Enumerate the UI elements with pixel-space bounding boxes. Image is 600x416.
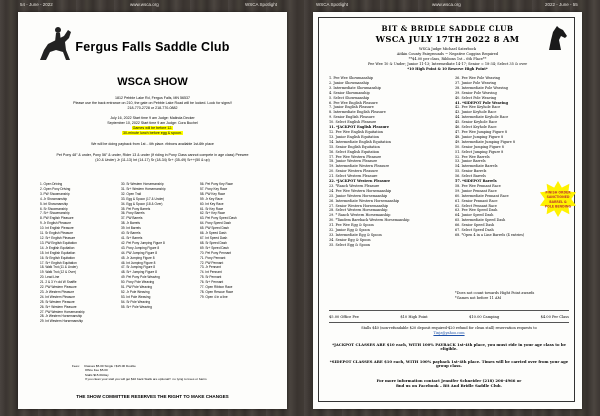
class-item: 32. Open Trail	[121, 191, 142, 196]
class-item: 50. Pony Pole Weaving	[121, 280, 155, 285]
class-item: 45. Senior Keyhole Race	[455, 120, 498, 125]
club-title: Fergus Falls Saddle Club	[75, 40, 230, 54]
sidepot-rules: *SIDEPOT CLASSES ARE $10 each, WITH 100% payback 1st-4th place. Times will be carried over from your age group class.	[329, 359, 569, 369]
divider	[329, 322, 569, 323]
class-item: 21. 2 & 3 Yr old W Snaffle	[40, 280, 77, 285]
class-item: 45. Jr Jumping Figure 8	[121, 255, 155, 260]
class-item: 3. PW Showmanship	[40, 191, 70, 196]
class-item: 25. Sr Western Pleasure	[40, 299, 75, 304]
class-item: 29. Int Western Horsemanship	[40, 319, 83, 324]
class-item: 12. Sr+ English Pleasure	[40, 235, 76, 240]
class-item: 36. Pony Barrels	[121, 211, 145, 216]
class-item: 51. PW Pole Weaving	[121, 285, 152, 290]
class-list-col-2	[455, 76, 524, 238]
class-item: 12. Pee Wee English Equitation	[329, 129, 383, 134]
class-item: 56. Select Barrels	[455, 174, 486, 179]
games-time-note: *Games not before 11 AM	[455, 296, 502, 300]
payback-note: **$4.00 per class, Ribbons 1st – 6th Place**	[408, 57, 487, 61]
badge-text: SANCTIONED	[546, 195, 570, 200]
class-item: 55. Sr+ Pole Weaving	[121, 304, 152, 309]
class-item: 39. Senior Pole Weaving	[455, 90, 497, 95]
class-item: 28. Select Western Horsemanship	[329, 208, 388, 213]
class-item: 10. Int English Pleasure	[40, 226, 74, 231]
bit-bridle-flyer	[313, 12, 582, 409]
class-item: 53. Junior Barrels	[455, 159, 486, 164]
class-item: 51. Select Jumping Figure 8	[455, 149, 504, 154]
sanctioned-starburst-badge	[539, 180, 577, 218]
badge-text: FINISH ORDER	[545, 190, 571, 195]
class-item: 68. *Open 4 in a Line Barrels (4 entries)	[455, 233, 525, 237]
fee-line: Stalls $15.00/day	[72, 372, 109, 377]
class-item: 77. Open Ribbon Race	[200, 285, 233, 290]
class-item: 13. PW English Equitation	[40, 240, 77, 245]
class-item: 35. Pet Pony Barrels	[121, 206, 151, 211]
show-date-1: July 16, 2022 Start time 9 am Judge: Malinda Decker	[110, 116, 195, 120]
class-item: 49. Intermediate Jumping Figure 8	[455, 139, 516, 144]
class-item: 52. Jr Pole Weaving	[121, 289, 150, 294]
class-item: 19. Walk Trot (12 & Over)	[40, 270, 77, 275]
class-item: 72. PW Pennant	[200, 260, 224, 265]
ribbons-note: We will be doing payback from 1st - 4th place. ribbons available 1st-6th place	[91, 142, 214, 146]
class-item: 31. Sr+ Western Horsemanship	[121, 186, 166, 191]
class-item: 42. Pet Pony Jumping Figure 8	[121, 240, 165, 245]
class-item: 71. Pony Pennant	[200, 255, 226, 260]
class-item: 48. Junior Jumping Figure 8	[455, 134, 504, 139]
class-item: 67. Select Speed Dash	[455, 228, 494, 233]
stalls-note: Stalls $40 (non-refundable $20 deposit required-$20 refund for clean stall) reservation requests to	[361, 326, 537, 330]
class-item: 2. Junior Showmanship	[329, 80, 369, 85]
class-item: 62. Sr+ Key Race	[200, 211, 226, 216]
class-item: 54. Sr Pole Weaving	[121, 299, 150, 304]
class-item: 6. Sr Showmanship	[40, 206, 68, 211]
class-item: 44. Intermediate Keyhole Race	[455, 115, 509, 120]
class-item: 17. Pee Wee Western Pleasure	[329, 154, 382, 159]
class-item: 73. Jr Pennant	[200, 265, 221, 270]
class-item: 55. Senior Barrels	[455, 169, 487, 174]
class-item: 5. Int Showmanship	[40, 201, 68, 206]
class-item: 65. PW Speed Dash	[200, 226, 229, 231]
fergus-falls-flyer	[18, 12, 287, 409]
fee-line: If you clean your stall you will get $10 back Stalls are optional!! no tying to trees or barns	[72, 377, 207, 382]
left-page-number: 54 - June - 2022	[20, 2, 53, 7]
class-list-col-2	[121, 182, 166, 310]
age-rules-1: Pet Pony 48" & under, Pony 56" & under, Rider 13 & under (If riding in Pony Class cannot compete in age class) Peewee	[56, 153, 249, 157]
jackpot-rules: *JACKPOT CLASSES ARE $10 each, WITH 100% PAYBACK 1st-4th place, you must ride in your age class to be eligible.	[332, 342, 566, 352]
lunch-note: 30-minute lunch before egg & spoon.	[123, 131, 182, 135]
class-item: 56. Pet Pony Key Race	[200, 182, 233, 186]
class-item: 22. *JACKPOT Western Pleasure	[329, 179, 391, 184]
class-item: 23. *Ranch Western Pleasure	[329, 183, 380, 188]
class-item: 25. Junior Western Horsemanship	[329, 193, 388, 198]
right-mag-name: WSCA Spotlight	[316, 2, 349, 7]
fees-row	[329, 315, 569, 319]
class-item: 18. Junior Western Pleasure	[329, 159, 378, 164]
badge-text: POLE BENDING	[544, 204, 572, 209]
high-point-disclaimer: *Does not count towards Hight Point awards	[455, 291, 535, 295]
class-item: 57. Pony Key Race	[200, 186, 228, 191]
left-mag-name: WSCA Spotlight	[245, 2, 278, 7]
class-item: 66. Senior Speed Dash	[455, 223, 495, 228]
class-item: 67. Int Speed Dash	[200, 235, 228, 240]
class-item: 2. Open Pony Driving	[40, 186, 71, 191]
fees-block	[72, 364, 207, 382]
class-item: 41. Sr+ Barrels	[121, 235, 143, 240]
class-item: 58. Pee Wee Pennant Race	[455, 183, 501, 188]
class-item: 10. Select English Pleasure	[329, 120, 377, 125]
grounds: Aitkin County Fairgrounds ~ Negative Coggins Required	[396, 52, 499, 56]
class-item: 78. Open Rescue Race	[200, 289, 234, 294]
class-item: 52. Pee Wee Barrels	[455, 154, 490, 159]
badge-text: BARREL &	[549, 199, 567, 204]
class-item: 14. Jr English Equitation	[40, 245, 75, 250]
class-item: 24. Int Western Pleasure	[40, 294, 76, 299]
class-item: 3. Intermediate Showmanship	[329, 85, 381, 90]
class-item: 38. Intermediate Pole Weaving	[455, 85, 508, 90]
class-item: 35. Select Egg & Spoon	[329, 242, 370, 247]
class-item: 41. *SIDEPOT Pole Weaving	[455, 100, 508, 105]
magazine-header	[0, 0, 600, 10]
class-item: 61. Sr Key Race	[200, 206, 224, 211]
class-item: 33. Egg & Spoon (17 & Under)	[121, 196, 165, 201]
office-fee: $5.00 Office Fee	[329, 315, 359, 319]
class-item: 8. PW English Pleasure	[40, 216, 74, 221]
class-item: 49. Pet Pony Pole Weaving	[121, 275, 160, 280]
contact-line-1: For more information contact Jennifer Schneider (218) 206-4966 or	[376, 378, 522, 383]
class-item: 43. Pony Jumping Figure 8	[121, 245, 160, 250]
class-item: 60. Intermediate Pennant Race	[455, 193, 509, 198]
class-item: 18. Walk Trot (11 & Under)	[40, 265, 78, 270]
show-date-2: September 10, 2022 Start time 9 am Judge: Cora Buchel	[107, 121, 198, 125]
class-item: 68. Sr Speed Dash	[200, 240, 227, 245]
camping-fee: $10.00 Camping	[469, 315, 500, 319]
right-page-number: 2022 - June - 55	[545, 2, 578, 7]
class-item: 17. Sr+ English Equitation	[40, 260, 77, 265]
class-item: 53. Int Pole Weaving	[121, 294, 151, 299]
games-note: Games will be before 12.	[132, 126, 173, 130]
class-item: 50. Senior Jumping Figure 8	[455, 144, 504, 149]
class-item: 7. Junior English Pleasure	[329, 105, 374, 110]
class-item: 47. Sr Jumping Figure 8	[121, 265, 156, 270]
class-list-col-1	[329, 76, 409, 248]
class-item: 19. Intermediate Western Pleasure	[329, 164, 390, 169]
class-item: 64. Junior Speed Dash	[455, 213, 494, 218]
class-item: 16. Sr English Equitation	[40, 255, 75, 260]
class-item: 75. Sr Pennant	[200, 275, 222, 280]
class-item: 48. Sr+ Jumping Figure 8	[121, 270, 157, 275]
class-item: 62. Select Pennant Race	[455, 203, 497, 208]
right-site: www.wsca.org	[432, 2, 461, 7]
club-title: BIT & BRIDLE SADDLE CLUB	[381, 24, 514, 33]
fee-line: Office Fee $5.00	[72, 368, 108, 373]
class-item: 11. Sr English Pleasure	[40, 231, 74, 236]
class-item: 36. Pee Wee Pole Weaving	[455, 76, 500, 80]
class-item: 65. Intermediate Speed Dash	[455, 218, 506, 223]
class-item: 40. Sr Barrels	[121, 231, 141, 236]
class-item: 57. *SIDEPOT Barrels	[455, 179, 497, 184]
class-item: 21. Select Western Pleasure	[329, 174, 378, 179]
class-item: 15. Int English Equitation	[40, 250, 76, 255]
class-item: 28. Jr Western Horsemanship	[40, 314, 83, 319]
class-item: 32. Junior Egg & Spoon	[329, 228, 370, 233]
class-item: 4. Jr Showmanship	[40, 196, 68, 201]
address: 1812 Pebble Lake Rd, Fergus Falls, MN 56537	[115, 96, 190, 100]
contact-line-2: find us on Facebook – Bit And Bridle Saddle Club.	[396, 383, 502, 388]
high-point-note: *10 High Point & 10 Reserve High Point*	[407, 67, 488, 71]
class-item: 54. Intermediate Barrels	[455, 164, 498, 169]
show-title: WSCA JULY 17TH 2022 8 AM	[375, 34, 520, 44]
class-fee: $4.00 Per Class	[540, 315, 569, 319]
left-site: www.wsca.org	[130, 2, 159, 7]
class-item: 66. Jr Speed Dash	[200, 231, 227, 236]
class-item: 34. Egg & Spoon (18 & Over)	[121, 201, 163, 206]
age-rules-2: (10 & Under) Jr (11-13) Int (14-17) Sr (18-34) Sr+ (35-49) Sr++(50 & up)	[95, 158, 210, 162]
class-item: 13. Junior English Equitation	[329, 134, 379, 139]
class-item: 58. PW Key Race	[200, 191, 226, 196]
class-item: 42. Pee Wee Keyhole Race	[455, 105, 501, 110]
class-item: 47. Pee Wee Jumping Figure 8	[455, 129, 508, 134]
class-item: 15. Senior English Equitation	[329, 144, 380, 149]
class-item: 37. PW Barrels	[121, 216, 143, 221]
class-list-col-3	[200, 182, 237, 300]
class-item: 43. Junior Keyhole Race	[455, 110, 497, 115]
class-item: 27. Senior Western Horsemanship	[329, 203, 388, 208]
class-item: 33. Intermediate Egg & Spoon	[329, 233, 382, 237]
class-item: 59. Junior Pennant Race	[455, 188, 497, 193]
class-item: 61. Senior Pennant Race	[455, 198, 498, 203]
class-item: 26. Intermediate Western Horsemanship	[329, 198, 400, 203]
class-item: 5. Select Showmanship	[329, 95, 370, 100]
class-item: 11. *JACKPOT English Pleasure	[329, 125, 389, 130]
age-rules: Pee Wee 10 & Under; Junior 11-13; Intermediate 14-17; Senior = 18-34; Select 35 & over	[367, 62, 528, 66]
class-item: 7. Sr+ Showmanship	[40, 211, 70, 216]
class-item: 59. Jr Key Race	[200, 196, 223, 201]
class-item: 24. Pee Wee Western Horsemanship	[329, 188, 392, 193]
class-item: 8. Intermediate English Pleasure	[329, 110, 386, 115]
phone: 218-770-2728 or 218-770-0882	[127, 106, 178, 110]
class-item: 14. Intermediate English Equitation	[329, 139, 391, 144]
class-item: 74. Int Pennant	[200, 270, 222, 275]
class-item: 79. Open 4 in a line	[200, 294, 228, 299]
divider	[329, 310, 569, 311]
class-item: 27. PW Western Horsemanship	[40, 309, 85, 314]
class-item: 46. Select Keyhole Race	[455, 125, 497, 130]
class-item: 6. Pee Wee English Pleasure	[329, 100, 378, 105]
class-item: 64. Pony Speed Dash	[200, 221, 232, 226]
class-item: 63. Pet Pony Speed Dash	[200, 216, 237, 221]
location-note: Please use the back entrance on 210, the gate on Pebble Lake Road will be locked. Look for signs!!	[73, 101, 232, 105]
class-item: 1. Open Driving	[40, 182, 63, 186]
class-item: 23. Jr Western Pleasure	[40, 289, 75, 294]
class-item: 16. Select English Equitation	[329, 149, 380, 154]
fee-line: Fees: Classes $5.00 Single / $15.00 Double	[72, 364, 136, 368]
class-item: 1. Pee Wee Showmanship	[329, 76, 373, 80]
committee-footer: THE SHOW COMMITTEE RESERVES THE RIGHT TO MAKE CHANGES	[76, 394, 229, 399]
high-point-prize: $10 High Point	[400, 315, 428, 319]
class-item: 22. PW Western Pleasure	[40, 285, 77, 290]
stalls-email-link[interactable]: Tinjz@yahoo.com	[433, 331, 465, 335]
class-item: 38. Jr Barrels	[121, 221, 140, 226]
class-item: 63. Pee Wee Speed Dash	[455, 208, 498, 213]
class-item: 39. Int Barrels	[121, 226, 141, 231]
class-item: 70. Pet Pony Pennant	[200, 250, 232, 255]
class-item: 9. Jr English Pleasure	[40, 221, 72, 226]
class-item: 34. Senior Egg & Spoon	[329, 237, 371, 242]
class-item: 30. Sr Western Horsemanship	[121, 182, 164, 186]
class-item: 31. Pee Wee Egg & Spoon	[329, 223, 374, 228]
class-list-col-1	[40, 182, 85, 324]
class-item: 69. Sr+ Speed Dash	[200, 245, 229, 250]
class-item: 30. *Tandem Bareback Western Horsemanship	[329, 218, 410, 223]
class-item: 20. Senior Western Pleasure	[329, 169, 378, 174]
class-item: 4. Senior Showmanship	[329, 90, 370, 95]
class-item: 76. Sr+ Pennant	[200, 280, 224, 285]
class-item: 9. Senior English Pleasure	[329, 115, 375, 120]
class-item: 26. Sr+ Western Pleasure	[40, 304, 77, 309]
class-item: 29. * Ranch Western Horsemanship	[329, 213, 391, 218]
class-item: 37. Junior Pole Weaving	[455, 80, 496, 85]
class-item: 20. Lead Line	[40, 275, 60, 280]
judge: WSCA Judge Michael Saterbock	[418, 47, 476, 51]
class-item: 46. Int Jumping Figure 8	[121, 260, 156, 265]
class-item: 60. Int Key Race	[200, 201, 224, 206]
show-subtitle: WSCA SHOW	[117, 76, 188, 88]
class-item: 44. PW Jumping Figure 8	[121, 250, 157, 255]
class-item: 40. Select Pole Weaving	[455, 95, 497, 100]
